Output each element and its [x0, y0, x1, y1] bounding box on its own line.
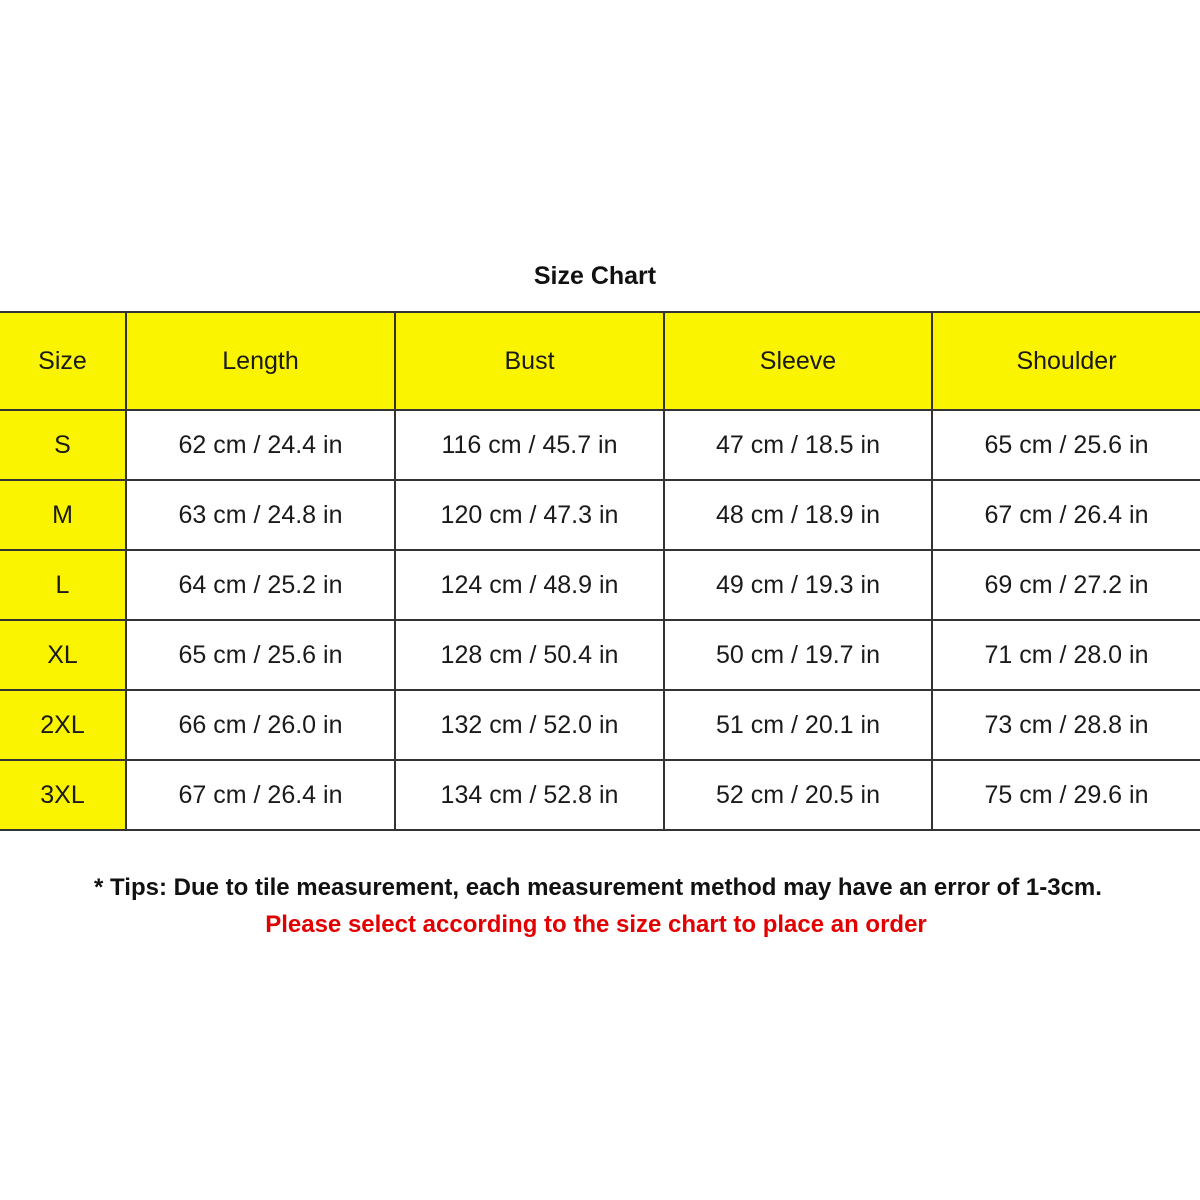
shoulder-cell: 75 cm / 29.6 in — [932, 760, 1200, 830]
header-length: Length — [126, 312, 395, 410]
size-cell: XL — [0, 620, 126, 690]
shoulder-cell: 67 cm / 26.4 in — [932, 480, 1200, 550]
length-cell: 64 cm / 25.2 in — [126, 550, 395, 620]
length-cell: 65 cm / 25.6 in — [126, 620, 395, 690]
table-row — [0, 620, 1200, 690]
table-row — [0, 550, 1200, 620]
shoulder-cell: 65 cm / 25.6 in — [932, 410, 1200, 480]
header-bust: Bust — [395, 312, 664, 410]
shoulder-cell: 73 cm / 28.8 in — [932, 690, 1200, 760]
sleeve-cell: 50 cm / 19.7 in — [664, 620, 932, 690]
size-cell: S — [0, 410, 126, 480]
size-cell: M — [0, 480, 126, 550]
length-cell: 67 cm / 26.4 in — [126, 760, 395, 830]
page-title: Size Chart — [533, 262, 657, 290]
bust-cell: 120 cm / 47.3 in — [395, 480, 664, 550]
size-cell: L — [0, 550, 126, 620]
tips-text: * Tips: Due to tile measurement, each measurement method may have an error of 1-3cm. — [94, 874, 1102, 901]
sleeve-cell: 47 cm / 18.5 in — [664, 410, 932, 480]
shoulder-cell: 71 cm / 28.0 in — [932, 620, 1200, 690]
length-cell: 66 cm / 26.0 in — [126, 690, 395, 760]
sleeve-cell: 49 cm / 19.3 in — [664, 550, 932, 620]
shoulder-cell: 69 cm / 27.2 in — [932, 550, 1200, 620]
sleeve-cell: 48 cm / 18.9 in — [664, 480, 932, 550]
bust-cell: 132 cm / 52.0 in — [395, 690, 664, 760]
bust-cell: 116 cm / 45.7 in — [395, 410, 664, 480]
length-cell: 63 cm / 24.8 in — [126, 480, 395, 550]
bust-cell: 124 cm / 48.9 in — [395, 550, 664, 620]
header-size: Size — [0, 312, 126, 410]
table-row — [0, 480, 1200, 550]
table-row — [0, 690, 1200, 760]
order-notice: Please select according to the size chart to place an order — [265, 911, 927, 938]
bust-cell: 128 cm / 50.4 in — [395, 620, 664, 690]
table-header-row — [0, 312, 1200, 410]
size-cell: 2XL — [0, 690, 126, 760]
table-row — [0, 760, 1200, 830]
sleeve-cell: 51 cm / 20.1 in — [664, 690, 932, 760]
header-shoulder: Shoulder — [932, 312, 1200, 410]
length-cell: 62 cm / 24.4 in — [126, 410, 395, 480]
table-row — [0, 410, 1200, 480]
size-chart-table — [0, 311, 1200, 831]
bust-cell: 134 cm / 52.8 in — [395, 760, 664, 830]
size-cell: 3XL — [0, 760, 126, 830]
header-sleeve: Sleeve — [664, 312, 932, 410]
sleeve-cell: 52 cm / 20.5 in — [664, 760, 932, 830]
